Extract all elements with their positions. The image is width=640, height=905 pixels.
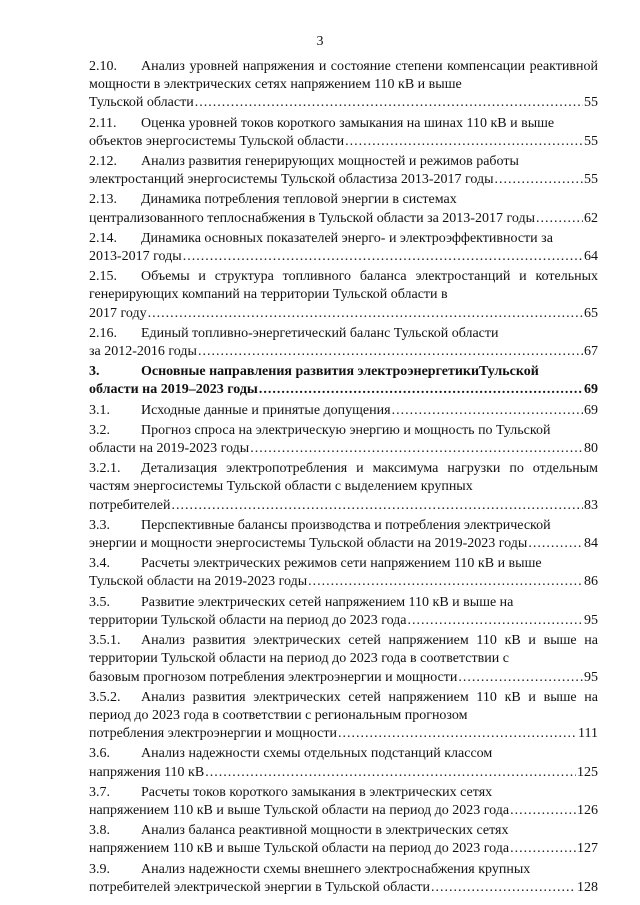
toc-entry-leader-line (89, 305, 598, 323)
toc-entry-title-end: энергии и мощности энергосистемы Тульской области на 2019-2023 годы (89, 536, 528, 552)
dot-leader (195, 94, 583, 112)
toc-entry-leader-line (89, 879, 598, 897)
toc-entry-page: 127 (577, 841, 598, 857)
toc-entry-page: 62 (584, 210, 598, 226)
toc-entry (89, 861, 598, 897)
dot-leader (392, 402, 583, 420)
toc-entry-title (89, 555, 598, 573)
toc-entry (89, 115, 598, 151)
dot-leader (171, 497, 583, 515)
toc-entry (89, 632, 598, 687)
page-number: 3 (316, 34, 324, 49)
toc-entry-number: 2.13. (89, 192, 117, 208)
toc-entry-leader-line (89, 764, 598, 782)
toc-entry-number: 3. (89, 364, 100, 380)
toc-entry-title (89, 230, 598, 248)
toc-entry-leader-line (89, 573, 598, 591)
toc-entry (89, 191, 598, 227)
toc-entry-number: 2.16. (89, 325, 117, 341)
toc-entry-title-end: за 2012-2016 годы (89, 344, 197, 360)
toc-entry-title (89, 363, 598, 381)
dot-leader (528, 535, 583, 553)
dot-leader (250, 440, 583, 458)
dot-leader (408, 612, 583, 630)
toc-entry-number: 3.1. (89, 402, 110, 418)
toc-entry-page: 125 (577, 764, 598, 780)
toc-entry-number: 2.12. (89, 154, 117, 170)
toc-entry-title-text: Динамика основных показателей энерго- и электроэффективности за (141, 230, 553, 246)
toc-entry-title (89, 745, 598, 763)
toc-entry-title (89, 58, 598, 94)
toc-entry-page: 95 (584, 669, 598, 685)
toc-entry-leader-line (89, 248, 598, 266)
dot-leader (458, 669, 583, 687)
toc-entry-page: 55 (584, 172, 598, 188)
toc-entry-title-end: области на 2019–2023 годы (89, 382, 258, 398)
dot-leader (308, 573, 583, 591)
toc-entry-title-end: напряжением 110 кВ и выше Тульской области на период до 2023 года (89, 841, 510, 857)
toc-entry-leader-line (89, 840, 598, 858)
toc-entry-title-text: Анализ надежности схемы внешнего электроснабжения крупных (141, 861, 531, 877)
dot-leader (183, 248, 583, 266)
toc-entry-title (89, 325, 598, 343)
toc-entry-title-end: потребления электроэнергии и мощности (89, 726, 337, 742)
toc-entry-number: 3.3. (89, 517, 110, 533)
toc-entry (89, 325, 598, 361)
dot-leader (510, 802, 576, 820)
toc-entry-page: 111 (578, 726, 598, 742)
toc-entry-leader-line (89, 381, 598, 399)
toc-entry (89, 153, 598, 189)
toc-entry-number: 2.15. (89, 269, 117, 285)
toc-entry-number: 3.6. (89, 746, 110, 762)
toc-entry-title-text: Анализ уровней напряжения и состояние степени компенсации реактивной мощности в электрических сетях напряжением 110 кВ и выше (89, 59, 598, 93)
toc-entry (89, 422, 598, 458)
toc-entry-page: 80 (584, 441, 598, 457)
toc-entry (89, 822, 598, 858)
toc-entry-page: 83 (584, 497, 598, 513)
toc-entry-leader-line (89, 94, 598, 112)
toc-entry-title-text: Единый топливно-энергетический баланс Тульской области (141, 325, 499, 341)
toc-entry-number: 2.10. (89, 59, 117, 74)
toc-entry-title-end: потребителей электрической энергии в Тульской области (89, 879, 430, 895)
toc-entry-title (89, 422, 598, 440)
toc-entry (89, 555, 598, 591)
toc-entry-title-end: базовым прогнозом потребления электроэнергии и мощности (89, 669, 458, 685)
toc-entry-title-text: Динамика потребления тепловой энергии в системах (141, 192, 457, 208)
toc-entry (89, 460, 598, 515)
toc-entry-leader-line (89, 210, 598, 228)
toc-entry-leader-line (89, 133, 598, 151)
toc-entry-title (89, 784, 598, 802)
toc-entry-title (89, 153, 598, 171)
toc-entry-leader-line (89, 612, 598, 630)
toc-entry-leader-line (89, 535, 598, 553)
toc-entry-number: 3.2. (89, 422, 110, 438)
toc-entry-page: 128 (577, 879, 598, 895)
toc-entry-title-end: 2013-2017 годы (89, 249, 182, 265)
toc-entry-title (89, 594, 598, 612)
toc-entry-title (89, 632, 598, 668)
toc-entry-title-end: территории Тульской области на период до 2023 года (89, 612, 407, 628)
toc-entry (89, 689, 598, 744)
toc-entry-title (89, 460, 598, 496)
toc-entry-title-text: Развитие электрических сетей напряжением 110 кВ и выше на (141, 594, 514, 610)
toc-entry-title-end: объектов энергосистемы Тульской области (89, 133, 345, 149)
toc-entry-title-text: Анализ баланса реактивной мощности в электрических сетях (141, 823, 509, 839)
toc-entry-number: 3.2.1. (89, 461, 121, 477)
toc-entry-leader-line (89, 802, 598, 820)
toc-entry-leader-line (89, 725, 598, 743)
toc-entry-title-text: Прогноз спроса на электрическую энергию и мощность по Тульской (141, 422, 551, 438)
dot-leader (338, 725, 577, 743)
toc-entry-title-end: потребителей (89, 497, 171, 513)
toc-entry-title (89, 268, 598, 304)
toc-entry-title-end: Тульской области (89, 95, 194, 111)
toc-entry-number: 2.14. (89, 230, 117, 246)
toc-entry (89, 268, 598, 323)
toc-entry-title-end: 2017 году (89, 305, 147, 321)
toc-entry-title-text: Перспективные балансы производства и потребления электрической (141, 517, 551, 533)
toc-entry-page: 55 (584, 133, 598, 149)
toc-entry-title-text: Оценка уровней токов короткого замыкания на шинах 110 кВ и выше (141, 115, 555, 131)
dot-leader (198, 343, 583, 361)
toc-entry-number: 3.5.1. (89, 633, 121, 649)
toc-entry-leader-line (89, 402, 598, 420)
toc-entry-leader-line (89, 171, 598, 189)
toc-entry-title-text: Анализ надежности схемы отдельных подстанций классом (141, 746, 493, 762)
dot-leader (510, 840, 576, 858)
table-of-contents (89, 58, 598, 899)
toc-entry-title (89, 822, 598, 840)
toc-entry-title-end: 3.1. Исходные данные и принятые допущения (89, 402, 391, 420)
toc-entry (89, 230, 598, 266)
toc-entry-title-text: Расчеты токов короткого замыкания в электрических сетях (141, 784, 493, 800)
toc-entry-title-text: Анализ развития электрических сетей напряжением 110 кВ и выше на территории Тульской области на период до 2023 года в соответствии с (89, 633, 598, 667)
toc-entry-title-text: Основные направления развития электроэнергетикиТульской (141, 364, 539, 380)
toc-entry-leader-line (89, 440, 598, 458)
toc-entry-leader-line (89, 669, 598, 687)
toc-entry-title-end: Тульской области на 2019-2023 годы (89, 574, 308, 590)
toc-entry-title (89, 861, 598, 879)
toc-entry-title-end: области на 2019-2023 годы (89, 441, 250, 457)
toc-entry-number: 3.5.2. (89, 689, 121, 705)
toc-entry-page: 55 (584, 95, 598, 111)
toc-entry-title-text: Анализ развития генерирующих мощностей и режимов работы (141, 154, 519, 170)
toc-entry-page: 69 (584, 382, 598, 398)
toc-entry-page: 84 (584, 536, 598, 552)
toc-entry-page: 126 (577, 802, 598, 818)
dot-leader (205, 764, 576, 782)
toc-entry-page: 95 (584, 612, 598, 628)
toc-entry (89, 517, 598, 553)
toc-entry-title-text: Расчеты электрических режимов сети напряжением 110 кВ и выше (141, 556, 542, 572)
toc-entry-page: 65 (584, 305, 598, 321)
toc-entry-number: 3.5. (89, 594, 110, 610)
toc-entry-title (89, 517, 598, 535)
dot-leader (259, 381, 583, 399)
toc-entry-title (89, 191, 598, 209)
toc-entry-page: 86 (584, 574, 598, 590)
toc-entry-title-text: Объемы и структура топливного баланса электростанций и котельных генерирующих компаний на территории Тульской области в (89, 269, 598, 303)
toc-entry-page: 69 (584, 402, 598, 418)
toc-entry-page: 67 (584, 344, 598, 360)
toc-entry (89, 402, 598, 420)
dot-leader (495, 171, 583, 189)
dot-leader (345, 133, 583, 151)
dot-leader (536, 210, 583, 228)
toc-entry-page: 64 (584, 249, 598, 265)
toc-entry (89, 745, 598, 781)
toc-entry (89, 58, 598, 113)
toc-entry-title-end: напряжения 110 кВ (89, 764, 205, 780)
toc-entry (89, 594, 598, 630)
dot-leader (431, 879, 576, 897)
toc-entry-title (89, 689, 598, 725)
toc-entry (89, 784, 598, 820)
toc-entry-number: 3.9. (89, 861, 110, 877)
dot-leader (148, 305, 583, 323)
toc-entry-number: 3.8. (89, 823, 110, 839)
toc-entry-title (89, 115, 598, 133)
toc-entry-number: 3.7. (89, 784, 110, 800)
toc-entry-leader-line (89, 343, 598, 361)
toc-entry-title-end: напряжением 110 кВ и выше Тульской области на период до 2023 года (89, 802, 510, 818)
toc-entry (89, 363, 598, 399)
toc-entry-number: 2.11. (89, 115, 117, 131)
toc-entry-title-text: Анализ развития электрических сетей напряжением 110 кВ и выше на период до 2023 года в соответствии с региональным прогнозом (89, 689, 598, 723)
toc-entry-number: 3.4. (89, 556, 110, 572)
toc-entry-title-end: централизованного теплоснабжения в Тульской области за 2013-2017 годы (89, 210, 535, 226)
toc-entry-leader-line (89, 497, 598, 515)
toc-entry-title-end: электростанций энергосистемы Тульской областиза 2013-2017 годы (89, 172, 494, 188)
toc-entry-title-text: Детализация электропотребления и максимума нагрузки по отдельным частям энергосистемы Тульской области с выделением крупных (89, 461, 598, 495)
